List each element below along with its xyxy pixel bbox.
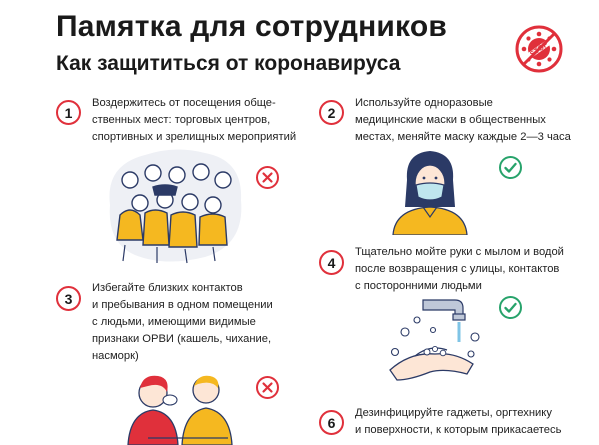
cross-icon [255, 375, 280, 400]
tip-text-3: Избегайте близких контактов и пребывания в одном помещении с людьми, имеющими видимые признаки ОРВИ (кашель, чихание, насморк) [92, 282, 273, 362]
check-icon [498, 155, 523, 180]
tip-text-6: Дезинфицируйте гаджеты, оргтехнику и поверхности, к которым прикасаетесь [355, 407, 562, 436]
page-subtitle: Как защититься от коронавируса [56, 52, 401, 75]
sneezing-people-illustration [118, 368, 248, 445]
tip-text-2: Используйте одноразовые медицинские маски в общественных местах, меняйте маску каждые 2—3 часа [355, 97, 571, 143]
tip-text-4: Тщательно мойте руки с мылом и водой после возвращения с улицы, контактов с посторонними людьми [355, 246, 564, 292]
tip-number-4: 4 [319, 250, 344, 275]
tip-number-6: 6 [319, 410, 344, 435]
page-title: Памятка для сотрудников [56, 10, 448, 43]
cross-icon [255, 165, 280, 190]
tip-text-1: Воздержитесь от посещения обще- ственных мест: торговых центров, спортивных и зрелищных мероприятий [92, 97, 297, 143]
crowd-illustration [105, 145, 245, 265]
handwashing-illustration [375, 292, 490, 390]
tip-number-1: 1 [56, 100, 81, 125]
stop-virus-icon [514, 24, 564, 74]
tip-number-2: 2 [319, 100, 344, 125]
check-icon [498, 295, 523, 320]
tip-number-3: 3 [56, 286, 81, 311]
woman-mask-illustration [385, 145, 475, 235]
